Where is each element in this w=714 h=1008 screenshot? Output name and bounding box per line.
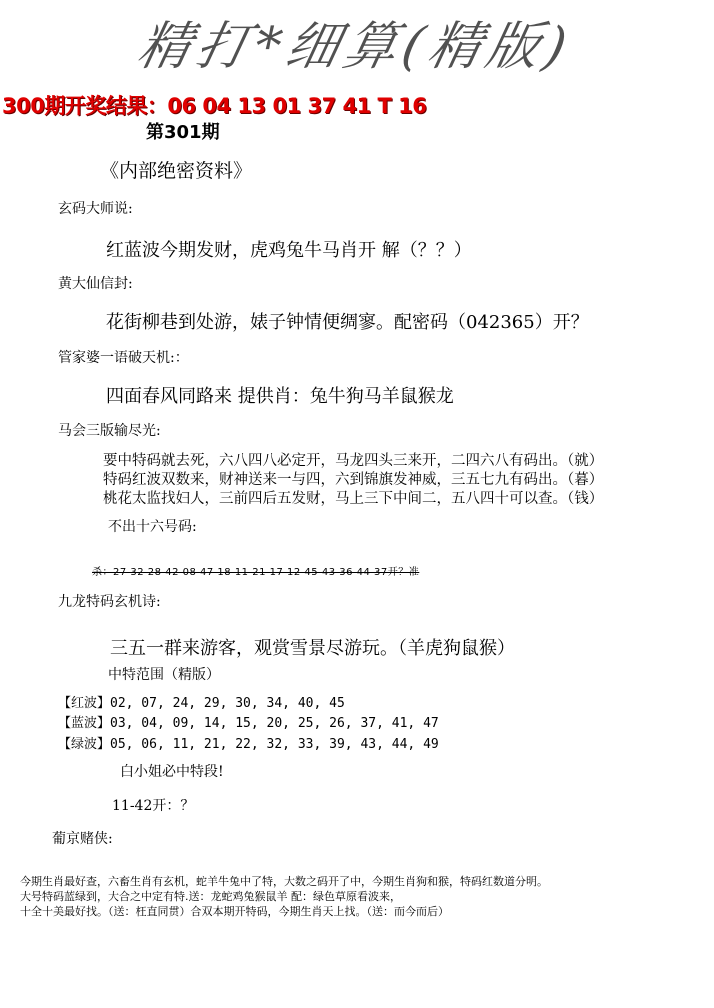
macau-label: 葡京赌侠: (52, 831, 113, 847)
issue-number: 第301期 (146, 122, 220, 143)
housekeeper-label: 管家婆一语破天机:： (58, 350, 189, 366)
previous-result: 300期开奖结果：06 04 13 01 37 41 T 16 (2, 94, 427, 118)
master-text: 红蓝波今期发财，虎鸡兔牛马肖开 解（？？） (106, 240, 472, 261)
footer-line: 大号特码蓝绿到，大合之中定有特.送：龙蛇鸡兔猴鼠羊 配：绿色草原看波来， (20, 890, 401, 903)
footer-line: 十全十美最好找。（送：枉直同贯）合双本期开特码，今期生肖天上找。（送：而今而后） (20, 905, 449, 918)
letter-text: 花街柳巷到处游，婊子钟情便绸寥。配密码（042365）开？ (106, 312, 589, 333)
nine-dragon-text: 三五一群来游客，观赏雪景尽游玩。（羊虎狗鼠猴） (110, 638, 515, 659)
horse-line: 要中特码就去死，六八四八必定开，马龙四头三来开，二四六八有码出。（就） (103, 453, 604, 469)
master-label: 玄码大师说: (58, 201, 133, 217)
document-title: 《内部绝密资料》 (100, 160, 253, 182)
nine-dragon-label: 九龙特码玄机诗: (58, 594, 161, 610)
red-wave-row: 【红波】02, 07, 24, 29, 30, 34, 40, 45 (58, 696, 345, 711)
range-open-text: 11-42开：？ (112, 798, 195, 814)
housekeeper-text: 四面春风同路来 提供肖：兔牛狗马羊鼠猴龙 (106, 386, 454, 407)
blue-wave-row: 【蓝波】03, 04, 09, 14, 15, 20, 25, 26, 37, 41, 47 (58, 716, 439, 731)
horse-label: 马会三版输尽光: (58, 423, 161, 439)
kill-numbers: 杀：27 32 28 42 08 47 18 11 21 17 12 45 43 36 44 37开？准 (92, 567, 420, 578)
horse-line: 桃花太监找妇人，三前四后五发财，马上三下中间二，五八四十可以查。（钱） (103, 491, 604, 507)
letter-label: 黄大仙信封: (58, 276, 133, 292)
miss-bai-text: 白小姐必中特段! (120, 764, 224, 780)
horse-poem (103, 452, 663, 509)
green-wave-row: 【绿波】05, 06, 11, 21, 22, 32, 33, 39, 43, 44, 49 (58, 737, 439, 752)
footer-line: 今期生肖最好查，六畜生肖有玄机，蛇羊牛兔中了特，大数之码开了中，今期生肖狗和猴，特码红数道分明。 (20, 875, 548, 888)
page-banner: 精打*细算(精版) (132, 17, 578, 77)
range-label: 中特范围（精版） (108, 667, 220, 683)
no16-label: 不出十六号码: (108, 519, 197, 535)
horse-line: 特码红波双数来，财神送来一与四，六到锦旗发神威，三五七九有码出。（暮） (103, 472, 604, 488)
